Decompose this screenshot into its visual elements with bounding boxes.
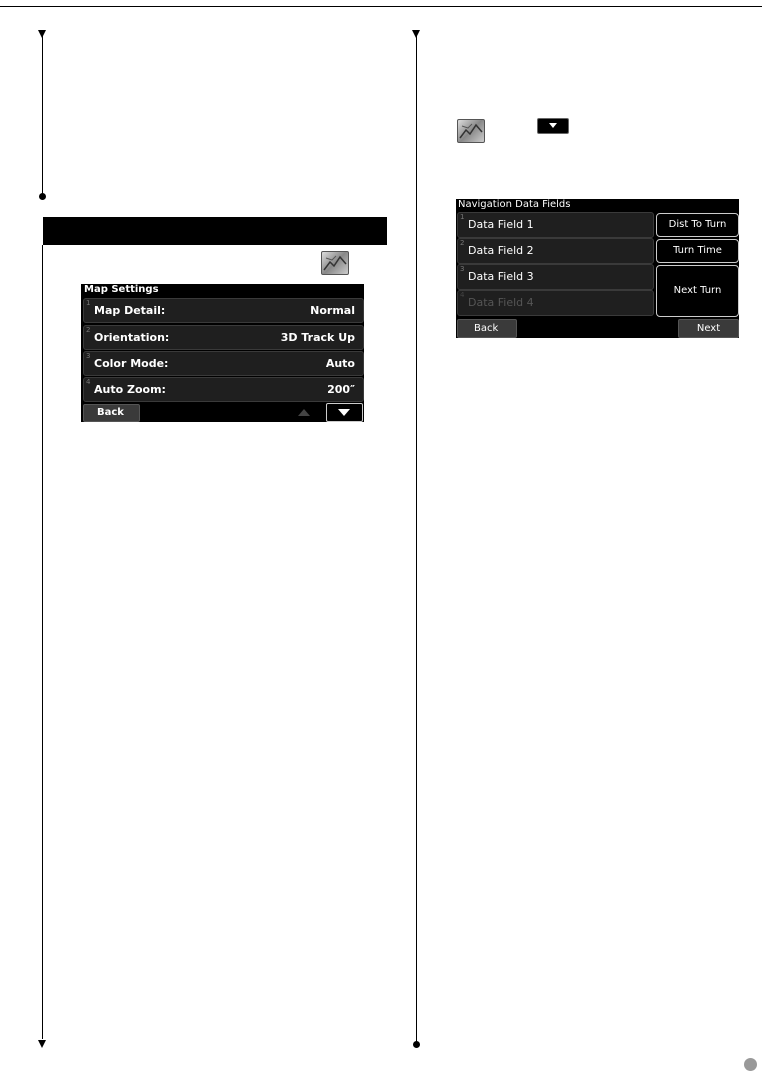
setting-value: Normal — [310, 304, 355, 317]
row-number: 4 — [86, 378, 91, 386]
line-end-arrow-icon — [38, 1040, 46, 1048]
setting-row-orientation[interactable] — [83, 325, 364, 350]
data-field-label: Data Field 4 — [468, 296, 534, 309]
setting-value: 3D Track Up — [280, 331, 355, 344]
chevron-down-icon — [338, 409, 350, 416]
option-turn-time[interactable]: Turn Time — [656, 239, 739, 263]
row-number: 4 — [460, 291, 465, 299]
page-marker-dot — [744, 1058, 757, 1071]
next-button[interactable]: Next — [678, 319, 739, 338]
back-button[interactable]: Back — [83, 404, 140, 422]
map-settings-icon — [457, 119, 485, 143]
screen-title: Navigation Data Fields — [458, 199, 571, 210]
data-field-1[interactable] — [457, 212, 654, 238]
row-number: 3 — [460, 265, 465, 273]
navigation-data-fields-screen — [456, 199, 739, 338]
data-field-4[interactable] — [457, 290, 654, 316]
back-button[interactable]: Back — [457, 319, 517, 338]
row-number: 1 — [86, 299, 91, 307]
setting-row-map-detail[interactable] — [83, 298, 364, 323]
scroll-down-icon — [537, 118, 569, 134]
setting-value: Auto — [325, 357, 355, 370]
setting-value: 200″ — [327, 383, 355, 396]
setting-label: Color Mode: — [94, 357, 169, 370]
top-rule — [0, 6, 762, 7]
data-field-2[interactable] — [457, 238, 654, 264]
setting-row-color-mode[interactable] — [83, 351, 364, 376]
column-divider-line — [416, 36, 417, 1042]
scroll-up-button[interactable] — [286, 404, 322, 420]
data-field-label: Data Field 1 — [468, 218, 534, 231]
option-dist-to-turn[interactable]: Dist To Turn — [656, 213, 739, 237]
row-number: 1 — [460, 213, 465, 221]
setting-label: Map Detail: — [94, 304, 166, 317]
setting-row-auto-zoom[interactable] — [83, 377, 364, 402]
row-number: 3 — [86, 352, 91, 360]
setting-label: Orientation: — [94, 331, 170, 344]
section-heading-bar — [43, 217, 387, 245]
data-field-label: Data Field 2 — [468, 244, 534, 257]
row-number: 2 — [86, 326, 91, 334]
line-end-dot-icon — [413, 1041, 420, 1048]
option-next-turn[interactable]: Next Turn — [656, 265, 739, 317]
map-settings-screen — [81, 284, 364, 422]
column-divider-line — [42, 36, 43, 196]
row-number: 2 — [460, 239, 465, 247]
line-end-dot-icon — [39, 193, 46, 200]
data-field-3[interactable] — [457, 264, 654, 290]
data-field-label: Data Field 3 — [468, 270, 534, 283]
screen-title: Map Settings — [84, 284, 159, 295]
map-settings-icon — [321, 251, 349, 275]
setting-label: Auto Zoom: — [94, 383, 166, 396]
scroll-down-button[interactable] — [326, 403, 363, 422]
chevron-up-icon — [298, 409, 310, 416]
column-divider-line — [42, 245, 43, 1039]
